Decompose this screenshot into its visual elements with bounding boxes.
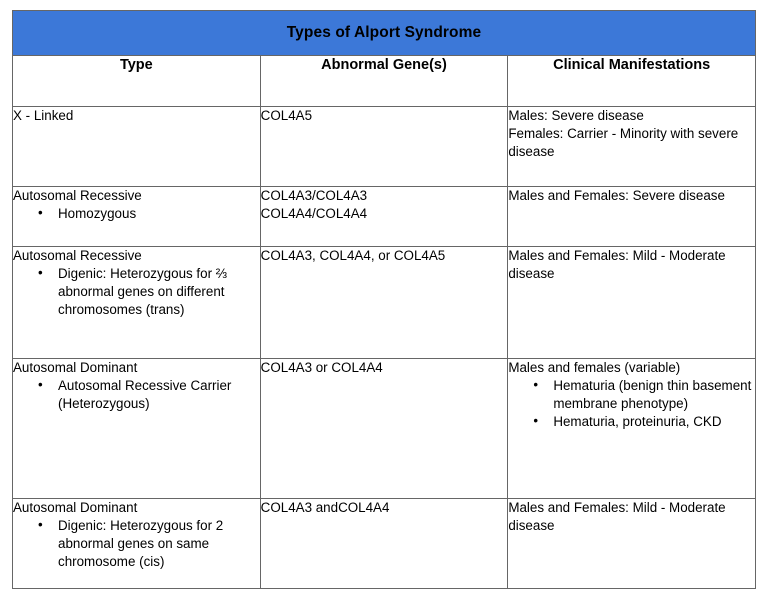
row-clinical-cell bbox=[508, 107, 756, 187]
row-clinical-line: Males and females (variable) bbox=[508, 360, 681, 375]
table-row bbox=[13, 499, 756, 589]
row-genes-line: COL4A3 andCOL4A4 bbox=[260, 500, 390, 515]
list-item: • Digenic: Heterozygous for ⅔ abnormal genes on different chromosomes (trans) bbox=[13, 265, 260, 319]
row-clinical-cell bbox=[508, 187, 756, 247]
row-clinical-line: Males: Severe disease bbox=[508, 108, 644, 123]
row-clinical-cell bbox=[508, 359, 756, 499]
row-genes-line: COL4A3, COL4A4, or COL4A5 bbox=[260, 248, 446, 263]
column-header-genes bbox=[260, 56, 508, 107]
row-type-bullet-list bbox=[13, 377, 260, 413]
table-row bbox=[13, 247, 756, 359]
row-clinical-line: Males and Females: Severe disease bbox=[508, 188, 725, 203]
list-item: • Homozygous bbox=[13, 205, 260, 223]
row-type-heading: X - Linked bbox=[13, 108, 74, 123]
row-clinical-line: Males and Females: Mild - Moderate disease bbox=[508, 500, 730, 533]
row-clinical-line: Females: Carrier - Minority with severe disease bbox=[508, 125, 742, 159]
row-type-cell bbox=[13, 499, 261, 589]
row-genes-cell bbox=[260, 247, 508, 359]
list-item: • Autosomal Recessive Carrier (Heterozygous) bbox=[13, 377, 260, 413]
row-genes-cell bbox=[260, 499, 508, 589]
column-header-clinical bbox=[508, 56, 756, 107]
row-genes-line: COL4A3 or COL4A4 bbox=[260, 360, 383, 375]
table-title-cell bbox=[13, 11, 756, 56]
row-clinical-cell bbox=[508, 499, 756, 589]
row-genes-line: COL4A5 bbox=[260, 108, 313, 123]
list-item: • Hematuria, proteinuria, CKD bbox=[508, 413, 755, 431]
row-type-bullet-list bbox=[13, 517, 260, 571]
row-type-bullet-list bbox=[13, 265, 260, 319]
row-type-cell bbox=[13, 107, 261, 187]
row-type-heading: Autosomal Recessive bbox=[13, 248, 142, 263]
row-type-bullet-list bbox=[13, 205, 260, 223]
table-title-row bbox=[13, 11, 756, 56]
table-header-row bbox=[13, 56, 756, 107]
column-header-type-label: Type bbox=[119, 57, 153, 73]
table-title: Types of Alport Syndrome bbox=[286, 23, 482, 41]
column-header-clinical-label: Clinical Manifestations bbox=[553, 57, 711, 73]
row-type-cell bbox=[13, 187, 261, 247]
row-type-heading: Autosomal Recessive bbox=[13, 188, 142, 203]
row-genes-cell bbox=[260, 107, 508, 187]
row-clinical-line: Males and Females: Mild - Moderate disease bbox=[508, 248, 730, 281]
row-clinical-cell bbox=[508, 247, 756, 359]
column-header-type bbox=[13, 56, 261, 107]
table-row bbox=[13, 107, 756, 187]
row-genes-cell bbox=[260, 359, 508, 499]
table-row bbox=[13, 359, 756, 499]
row-clinical-bullet-list bbox=[508, 377, 755, 431]
row-genes-cell bbox=[260, 187, 508, 247]
table-row bbox=[13, 187, 756, 247]
row-type-cell bbox=[13, 359, 261, 499]
row-genes-line: COL4A4/COL4A4 bbox=[260, 205, 368, 221]
row-type-heading: Autosomal Dominant bbox=[13, 360, 138, 375]
alport-syndrome-table bbox=[12, 10, 756, 589]
row-type-heading: Autosomal Dominant bbox=[13, 500, 138, 515]
row-type-cell bbox=[13, 247, 261, 359]
column-header-genes-label: Abnormal Gene(s) bbox=[321, 57, 447, 73]
list-item: • Hematuria (benign thin basement membrane phenotype) bbox=[508, 377, 755, 413]
list-item: • Digenic: Heterozygous for 2 abnormal genes on same chromosome (cis) bbox=[13, 517, 260, 571]
row-genes-line: COL4A3/COL4A3 bbox=[260, 188, 368, 203]
